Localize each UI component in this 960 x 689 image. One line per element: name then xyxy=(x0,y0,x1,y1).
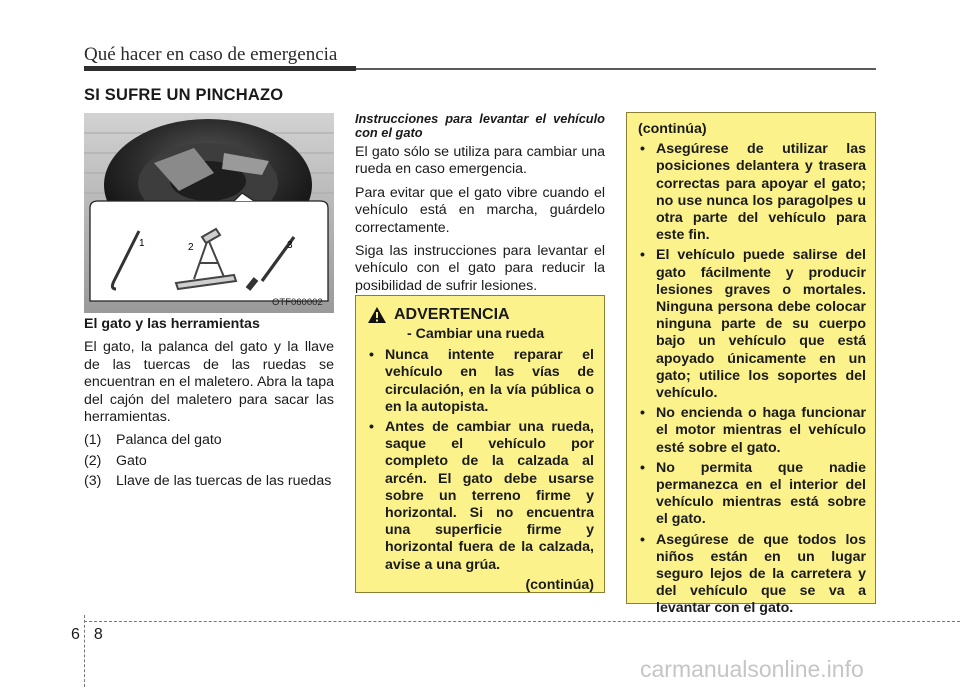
watermark: carmanualsonline.info xyxy=(640,656,864,682)
warning-triangle-icon xyxy=(367,306,387,324)
warning-box xyxy=(355,295,605,593)
list-item: (2) Gato xyxy=(84,452,147,469)
tools-figure xyxy=(84,113,334,313)
page-number xyxy=(71,626,103,644)
tools-heading: El gato y las herramientas xyxy=(84,316,260,332)
callout-1: 1 xyxy=(139,238,145,249)
continued-label: (continúa) xyxy=(638,121,707,137)
page-number-value: 8 xyxy=(93,626,103,643)
warning-title: ADVERTENCIA xyxy=(394,306,510,324)
list-item: • Antes de cambiar una rueda, saque el vehículo por completo de la calzada al arcén. El gato debe usarse sobre un terreno firme y horizontal. Si no encuentra una superficie firme y horizontal fuera de la calzada, avise a una grúa. xyxy=(367,419,594,574)
header-rule xyxy=(356,68,876,70)
chapter-number: 6 xyxy=(71,626,80,643)
continued-bullets xyxy=(638,141,866,617)
section-header: Qué hacer en caso de emergencia xyxy=(84,44,338,65)
list-item: • El vehículo puede salirse del gato fácilmente y producir lesiones graves o mortales. Ninguna persona debe colocar ninguna parte de su cuerpo bajo un vehículo que está apoyado únicamente en un gato; utilice los soportes del vehículo. xyxy=(638,247,866,402)
tools-list xyxy=(84,432,334,490)
jack-instructions-heading: Instrucciones para levantar el vehículo con el gato xyxy=(355,111,605,140)
paragraph: Para evitar que el gato vibre cuando el vehículo está en marcha, guárdelo correctamente. xyxy=(355,184,605,236)
warning-header xyxy=(367,306,594,324)
continued-warning-box xyxy=(626,112,876,617)
paragraph: El gato sólo se utiliza para cambiar una rueda en caso emergencia. xyxy=(355,144,605,178)
callout-2: 2 xyxy=(188,242,194,253)
trunk-tools-illustration xyxy=(84,113,334,313)
tools-paragraph: El gato, la palanca del gato y la llave de las tuercas de las ruedas se encuentran en el maletero. Abra la tapa del cajón del maletero para sacar las herramientas. xyxy=(84,339,334,426)
page-title: SI SUFRE UN PINCHAZO xyxy=(84,86,284,104)
list-item: • No encienda o haga funcionar el motor mientras el vehículo esté sobre el gato. xyxy=(638,405,866,457)
header-bar xyxy=(84,66,356,71)
paragraph: Siga las instrucciones para levantar el vehículo con el gato para reducir la posibilidad de sufrir lesiones. xyxy=(355,243,605,294)
warning-bullets xyxy=(367,347,594,574)
list-item: • No permita que nadie permanezca en el interior del vehículo mientras está sobre el gato. xyxy=(638,460,866,529)
list-item: • Asegúrese de utilizar las posiciones delantera y trasera correctas para apoyar el gato; no use nunca los paragolpes u otra parte del vehículo para este fin. xyxy=(638,141,866,244)
warning-subtitle: - Cambiar una rueda xyxy=(407,326,545,342)
list-item: (3) Llave de las tuercas de las ruedas xyxy=(84,473,332,490)
callout-3: 3 xyxy=(287,240,293,251)
list-item: • Nunca intente reparar el vehículo en las vías de circulación, en la vía pública o en la autopista. xyxy=(367,347,594,416)
footer-divider-horizontal xyxy=(84,621,960,622)
continues-label: (continúa) xyxy=(525,576,594,593)
list-item: • Asegúrese de que todos los niños están en un lugar seguro lejos de la carretera y del vehículo que se va a levantar con el gato. xyxy=(638,532,866,618)
left-column xyxy=(84,316,334,494)
list-item: (1) Palanca del gato xyxy=(84,432,222,449)
figure-code: OTF060002 xyxy=(272,297,323,308)
middle-column xyxy=(355,112,605,301)
